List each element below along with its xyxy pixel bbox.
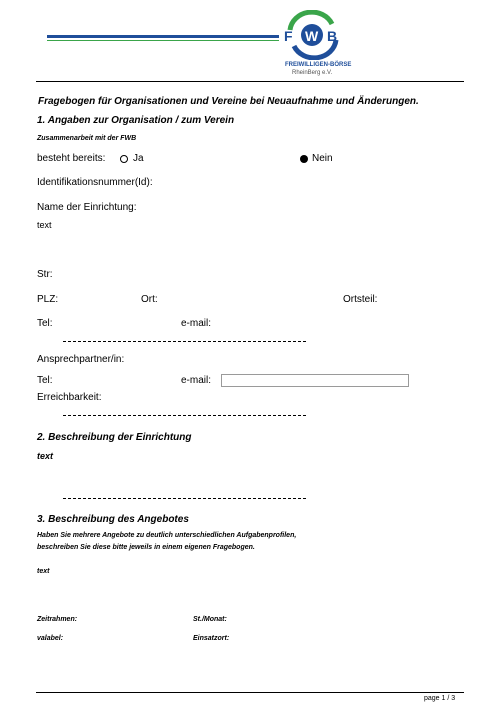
radio-no[interactable] bbox=[300, 155, 308, 163]
ort-label: Ort: bbox=[141, 294, 158, 305]
form-title: Fragebogen für Organisationen und Vereine bei Neuaufnahme und Änderungen. bbox=[38, 96, 419, 107]
header-divider bbox=[36, 81, 464, 82]
divider-dashed-1 bbox=[63, 341, 306, 342]
section3-heading: 3. Beschreibung des Angebotes bbox=[37, 514, 189, 525]
contact-email-input[interactable] bbox=[221, 374, 409, 387]
name-label: Name der Einrichtung: bbox=[37, 202, 137, 213]
contact-email-label: e-mail: bbox=[181, 375, 212, 386]
id-label: Identifikationsnummer(Id): bbox=[37, 177, 153, 188]
radio-yes-label: Ja bbox=[133, 153, 144, 164]
plz-label: PLZ: bbox=[37, 294, 59, 305]
header-rule-green bbox=[47, 40, 279, 41]
logo-letter-f: F bbox=[284, 28, 293, 44]
radio-yes[interactable] bbox=[120, 155, 128, 163]
logo-org-sub: RheinBerg e.V. bbox=[292, 70, 333, 76]
header bbox=[0, 0, 500, 90]
logo-org-name: FREIWILLIGEN-BÖRSE bbox=[285, 62, 352, 68]
divider-dashed-3 bbox=[63, 498, 306, 499]
header-rule-blue bbox=[47, 35, 279, 38]
section3-text[interactable]: text bbox=[37, 568, 50, 575]
street-label: Str: bbox=[37, 269, 53, 280]
einsatzort-label: Einsatzort: bbox=[193, 635, 230, 642]
contact-label: Ansprechpartner/in: bbox=[37, 354, 125, 365]
page-number: page 1 / 3 bbox=[424, 695, 456, 702]
reach-label: Erreichbarkeit: bbox=[37, 392, 102, 403]
section3-note-line2: beschreiben Sie diese bitte jeweils in einem eigenen Fragebogen. bbox=[37, 544, 255, 551]
logo-letter-b: B bbox=[327, 28, 338, 44]
divider-dashed-2 bbox=[63, 415, 306, 416]
valabel-label: valabel: bbox=[37, 635, 64, 642]
radio-no-label: Nein bbox=[312, 153, 333, 164]
contact-tel-label: Tel: bbox=[37, 375, 53, 386]
section1-subheading: Zusammenarbeit mit der FWB bbox=[37, 135, 137, 142]
zeitrahmen-label: Zeitrahmen: bbox=[37, 616, 78, 623]
exists-label: besteht bereits: bbox=[37, 153, 106, 164]
tel-label: Tel: bbox=[37, 318, 53, 329]
ortsteil-label: Ortsteil: bbox=[343, 294, 378, 305]
footer-divider bbox=[36, 692, 464, 693]
section1-heading: 1. Angaben zur Organisation / zum Verein bbox=[37, 115, 235, 126]
logo-letter-w: W bbox=[305, 28, 319, 44]
section2-heading: 2. Beschreibung der Einrichtung bbox=[37, 432, 192, 443]
section2-text[interactable]: text bbox=[37, 451, 54, 461]
email-label: e-mail: bbox=[181, 318, 212, 329]
section3-note-line1: Haben Sie mehrere Angebote zu deutlich unterschiedlichen Aufgabenprofilen, bbox=[37, 532, 297, 539]
st-monat-label: St./Monat: bbox=[193, 616, 227, 623]
name-value[interactable]: text bbox=[37, 220, 52, 230]
